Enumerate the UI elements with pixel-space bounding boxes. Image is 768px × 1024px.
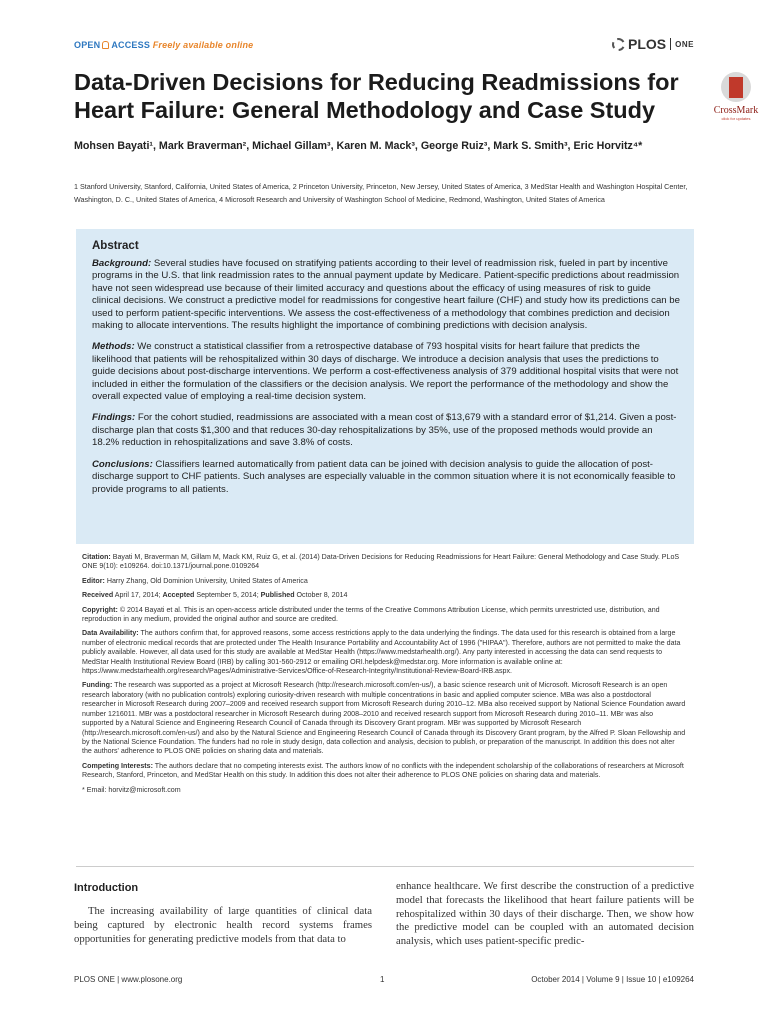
page-number: 1 bbox=[380, 975, 385, 984]
abstract-background bbox=[92, 258, 682, 332]
methods-label: Methods: bbox=[92, 341, 135, 353]
citation bbox=[82, 553, 686, 572]
funding-text: The research was supported as a project at Microsoft Research (http://research.microsoft.com/en-us/), a basic science research unit of Microsoft. Microsoft Research is an open research laboratory (with no publication controls) exploring curiosity-driven research with multiple concentrations in basic and applied computer science. MBa was also a postdoctoral researcher in Microsoft Research during 2007–2009 and received research support from Microsoft Research during 2010–12. MBa also received support by National Science Foundation award number 1216011. MBr was a postdoctoral researcher in Microsoft Research during 2008–2010 and received research support from Microsoft Research during 2010–11. MBr was also supported by a Natural Science and Engineering Research Council of Canada through its Discovery Grant program. MBr was supported by Microsoft Research (http://research.microsoft.com/en-us/) and also by the Natural Science and Engineering Research Council of Canada through its Discovery Grant program, by the Alfred P. Sloan Fellowship and by the National Science Foundation. The funders had no role in study design, data collection and analysis, decision to publish, or preparation of the manuscript. In addition this does not alter the authors' adherence to PLOS ONE policies on sharing data and materials. bbox=[82, 681, 686, 756]
conclusions-label: Conclusions: bbox=[92, 458, 153, 470]
corresponding-email: * Email: horvitz@microsoft.com bbox=[82, 785, 181, 794]
abstract-methods bbox=[92, 341, 682, 403]
open-access-lock-icon bbox=[102, 41, 109, 49]
published-label: Published bbox=[260, 591, 295, 600]
freely-available-label: Freely available online bbox=[152, 40, 254, 50]
introduction-heading: Introduction bbox=[74, 882, 139, 894]
received-label: Received bbox=[82, 591, 114, 600]
conclusions-text: Classifiers learned automatically from patient data can be joined with decision analysis to guide the allocation of post-discharge support to CHF patients. Such analyses are especially valuable in the common situation where it is not economically feasible to provide programs to all patients. bbox=[92, 458, 676, 495]
background-text: Several studies have focused on stratifying patients according to their level of readmission risk, fueled in part by incentive programs in the U.S. that link readmission rates to the annual payment update by Medicare. Patient-specific predictions about readmission have not seen widespread use because of their limited accuracy and questions about the efficacy of using measures of risk to guide clinical decisions. We construct a predictive model for readmissions for congestive heart failure (CHF) and study how its predictions can be used to perform patient-specific interventions. We assess the cost-effectiveness of a methodology that combines prediction and decision making to allocate interventions. The results highlight the importance of combining predictions with decision analysis. bbox=[92, 258, 680, 332]
footer-journal: PLOS ONE | www.plosone.org bbox=[74, 975, 183, 984]
article-metadata bbox=[82, 553, 686, 800]
editor-text: Harry Zhang, Old Dominion University, United States of America bbox=[104, 576, 308, 585]
crossmark-ribbon-icon bbox=[729, 77, 743, 98]
accepted-date: September 5, 2014; bbox=[194, 591, 261, 600]
data-availability-text: The authors confirm that, for approved reasons, some access restrictions apply to the data underlying the findings. The data used for this research is obtained from a large number of electronic medical records that are protected under The Health Insurance Portability and Accountability Act of 1996 ("HIPAA"). Therefore, authors are not permitted to make the data publicly available. However, all data used for this study are available at MedStar Health (https://www.medstarhealth.org/). Any party interested in accessing the data can send requests to MedStar Health Institutional Review Board (IRB) by calling 301-560-2912 or emailing ORI.helpdesk@medstar.org. More information is available online at: https://www.medstarhealth.org/research/Pages/Administrative-Services/Office-of-Research-Integrity/Institutional-Review-Board-IRB.aspx. bbox=[82, 629, 681, 676]
plos-one-logo bbox=[612, 36, 694, 52]
plos-wordmark: PLOS bbox=[628, 36, 667, 52]
page-footer bbox=[74, 975, 694, 989]
competing-interests bbox=[82, 762, 686, 781]
open-label: OPEN bbox=[74, 40, 101, 50]
accepted-label: Accepted bbox=[162, 591, 195, 600]
competing-interests-label: Competing Interests: bbox=[82, 761, 153, 770]
copyright bbox=[82, 606, 686, 625]
journal-header bbox=[74, 38, 694, 56]
author-list: Mohsen Bayati¹, Mark Braverman², Michael Gillam³, Karen M. Mack³, George Ruiz³, Mark S. Smith³, Eric Horvitz⁴* bbox=[74, 140, 643, 152]
logo-separator bbox=[670, 38, 671, 50]
crossmark-sublabel: click for updates bbox=[721, 116, 751, 121]
funding bbox=[82, 681, 686, 756]
findings-label: Findings: bbox=[92, 412, 136, 424]
one-wordmark: ONE bbox=[675, 40, 694, 49]
crossmark-badge[interactable] bbox=[704, 72, 766, 132]
competing-interests-text: The authors declare that no competing interests exist. The authors know of no conflicts with the independent scholarship of the collaborations of researchers at Microsoft Research, Stanford, Princeton, and MedStar Health on this study. In addition this does not alter their adherence to PLOS ONE policies on sharing data and materials. bbox=[82, 761, 684, 780]
editor bbox=[82, 577, 686, 586]
abstract-findings bbox=[92, 412, 682, 449]
published-date: October 8, 2014 bbox=[294, 591, 348, 600]
footer-issue: October 2014 | Volume 9 | Issue 10 | e109264 bbox=[531, 975, 694, 984]
introduction-column-1: The increasing availability of large quantities of clinical data being captured by electronic health record systems frames opportunities for generating predictive models from that data to bbox=[74, 905, 372, 945]
introduction-column-2: enhance healthcare. We first describe the construction of a predictive model that forecasts the likelihood that heart failure patients will be rehospitalized within 30 days of their discharge. Then, we show how the predictive model can be coupled with an automated decision analysis, which uses patient-specific predic- bbox=[396, 880, 694, 948]
abstract bbox=[92, 240, 682, 505]
plos-gear-icon bbox=[612, 38, 625, 51]
citation-label: Citation: bbox=[82, 553, 111, 561]
received-date: April 17, 2014; bbox=[113, 591, 163, 600]
crossmark-label: CrossMark bbox=[713, 105, 759, 116]
affiliations: 1 Stanford University, Stanford, California, United States of America, 2 Princeton University, Princeton, New Jersey, United States of America, 3 MedStar Health and Washington Hospital Center, Washington, D. C., United States of America, 4 Microsoft Research and University of Washington School of Medicine, Redmond, Washington, United States of America bbox=[74, 182, 688, 204]
access-label: ACCESS bbox=[111, 40, 151, 50]
data-availability bbox=[82, 629, 686, 676]
abstract-conclusions bbox=[92, 459, 682, 496]
data-availability-label: Data Availability: bbox=[82, 629, 139, 638]
background-label: Background: bbox=[92, 258, 152, 269]
open-access-banner bbox=[74, 40, 253, 50]
abstract-heading: Abstract bbox=[92, 240, 139, 252]
dates bbox=[82, 591, 686, 600]
copyright-text: © 2014 Bayati et al. This is an open-access article distributed under the terms of the Creative Commons Attribution License, which permits unrestricted use, distribution, and reproduction in any medium, provided the original author and source are credited. bbox=[82, 605, 660, 624]
section-divider bbox=[76, 866, 694, 867]
editor-label: Editor: bbox=[82, 576, 105, 585]
copyright-label: Copyright: bbox=[82, 605, 118, 614]
findings-text: For the cohort studied, readmissions are associated with a mean cost of $13,679 with a standard error of $1,214. Given a post-discharge plan that costs $1,300 and that reduces 30-day rehospitalizations by 35%, use of the proposed methods would provide an 18.2% reduction in rehospitalizations and save 3.8% of costs. bbox=[92, 412, 677, 449]
funding-label: Funding: bbox=[82, 681, 113, 690]
article-title: Data-Driven Decisions for Reducing Readmissions for Heart Failure: General Methodology and Case Study bbox=[74, 69, 679, 123]
methods-text: We construct a statistical classifier from a retrospective database of 793 hospital visits for heart failure that predicts the likelihood that patients will be rehospitalized within 30 days of discharge. We introduce a decision analysis that uses the predictions to guide decisions about post-discharge interventions. We perform a cost-effectiveness analysis of 379 additional hospital visits that were not included in either the formulation of the classifiers or the decision analysis. We report the performance of the methodology and show the overall expected value of employing a real-time decision system. bbox=[92, 341, 679, 403]
citation-text: Bayati M, Braverman M, Gillam M, Mack KM, Ruiz G, et al. (2014) Data-Driven Decisions for Reducing Readmissions for Heart Failure: General Methodology and Case Study. PLoS ONE 9(10): e109264. doi:10.1371/journal.pone.0109264 bbox=[82, 553, 680, 571]
